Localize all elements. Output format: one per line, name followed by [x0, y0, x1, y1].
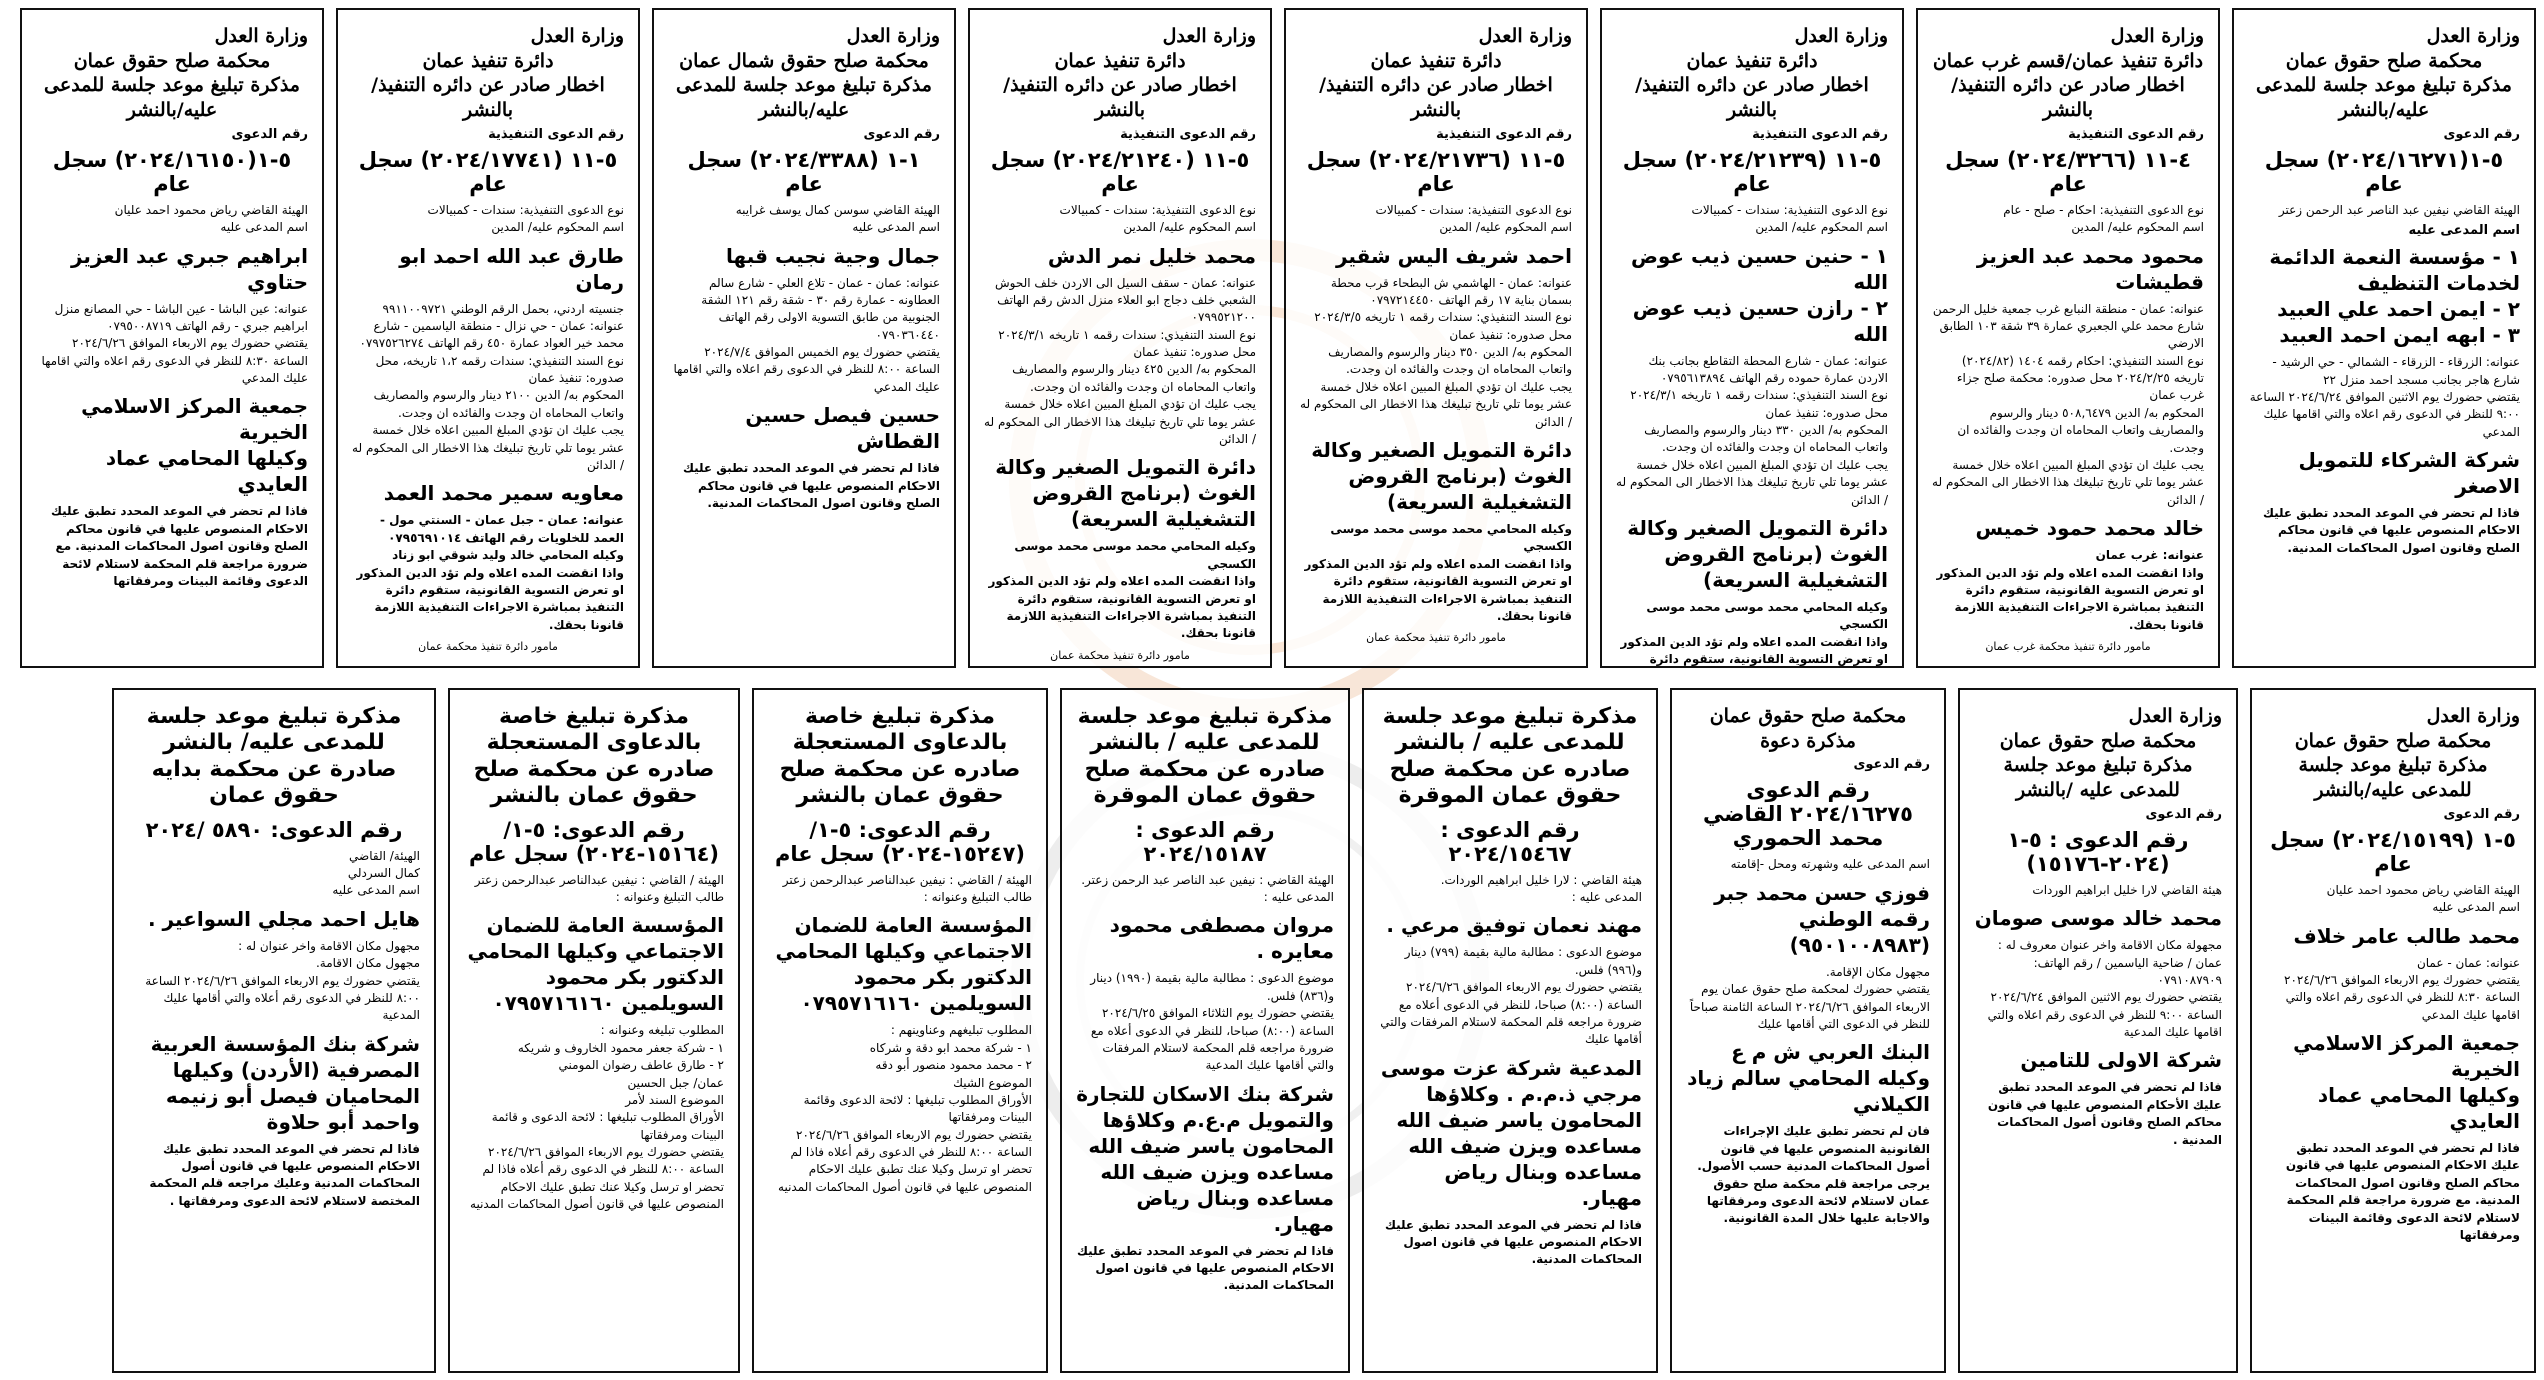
warning-text: وكيله المحامي محمد موسى محمد موسى الكسجي واذا انقضت المده اعلاه ولم تؤد الدين المذكور او تعرض التسوية القانونية، ستقوم دائرة التنفيذ بمباشرة الاجراءات التنفيذية اللازمة قانونا بحقك.: [1304, 522, 1572, 623]
judge-panel: نوع الدعوى التنفيذية: سندات - كمبيالات اسم المحكوم عليه/ المدين: [427, 202, 624, 235]
warning-text: فاذا لم تحضر في الموعد المحدد تطبق عليك الاحكام المنصوص عليها في قانون محاكم الصلح وقانون اصول المحاكمات المدنية. مع ضرورة مراجعة قلم المحكمة لاستلام لائحة الدعوى وقائمة البينات ومرفقاتها: [2285, 1141, 2520, 1243]
case-number: ٥-١ (٢٠٢٤/١٥١٩٩) سجل عام: [2270, 827, 2516, 876]
notice-title: مذكرة تبليغ موعد جلسة للمدعى عليه/بالنشر: [44, 74, 300, 122]
session-text: عمان/ جبل الحسين الموضوع السند لأمر الأوراق المطلوب تبليغها : لائحة الدعوى و قائمة البينات ومرفقاتها يقتضي حضورك يوم الاربعاء الموافق ٢٠٢٤/٦/٢٦ الساعة ٨:٠٠ للنظر في الدعوى رقم أعلاه فاذا لم تحضر او ترسل وكيلا عنك تطبق عليك الاحكام المنصوص عليها في قانون أصول المحاكمات المدنيه: [470, 1075, 724, 1212]
notice-footer: مامور دائرة تنفيذ محكمة عمان: [1050, 648, 1190, 662]
legal-notice: [2232, 8, 2536, 668]
defendant-name: هايل احمد مجلي السواعير .: [148, 906, 420, 931]
defendant-name: ابراهيم جبري عبد العزيز حتاوي: [70, 243, 308, 294]
judge-panel: الهيئة/ القاضي كمال السردلي اسم المدعى عليه: [332, 848, 420, 898]
defendant-name: احمد شريف اليس شقير: [1335, 243, 1572, 268]
ministry-name: وزارة العدل: [530, 25, 624, 47]
defendant-name: محمد خالد موسى صومان: [1974, 906, 2222, 931]
court-name: دائرة تنفيذ عمان/قسم غرب عمان: [1932, 49, 2204, 72]
defendant-name: فوزي حسن محمد جبر رقمه الوطني (٩٥٠١٠٠٨٩٨٣): [1714, 880, 1930, 957]
address-text: مجهول مكان الاقامة واخر عنوان له : مجهول مكان الاقامة.: [238, 938, 420, 971]
notice-title: مذكرة تبليغ موعد جلسة للمدعى عليه/بالنشر: [2256, 74, 2512, 122]
legal-notice: [448, 688, 740, 1373]
ministry-name: وزارة العدل: [1478, 25, 1572, 47]
legal-notice: [1362, 688, 1658, 1373]
notice-footer: مامور دائرة تنفيذ محكمة غرب عمان: [1985, 640, 2151, 654]
session-text: يقتضي حضورك يوم الاربعاء الموافق ٢٠٢٤/٦/٢٦ الساعة ٨:٣٠ للنظر في الدعوى رقم اعلاه والتي اقامها عليك المدعي: [2284, 972, 2520, 1022]
session-text: يقتضي حضورك يوم الثلاثاء الموافق ٢٠٢٤/٦/٢٥ الساعة (٨:٠٠) صباحا، للنظر في الدعوى أعلاه مع ضرورة مراجعه قلم المحكمة لاستلام المرفقات والتي أقامها عليك المدعية: [1090, 1006, 1334, 1073]
notice-title: اخطار صادر عن دائره التنفيذ/ بالنشر: [1635, 74, 1869, 122]
legal-notice: [2250, 688, 2536, 1373]
session-text: يقتضي حضورك يوم الاربعاء الموافق ٢٠٢٤/٦/٢٦ الساعة (٨:٠٠) صباحا، للنظر في الدعوى أعلاه مع ضرورة مراجعه قلم المحكمة لاستلام المرفقات والتي أقامها عليك: [1380, 980, 1642, 1047]
judge-panel: الهيئة القاضي رياض محمود احمد عليان اسم المدعى عليه: [114, 202, 308, 235]
defendant-name: محمد خليل نمر الدش: [1047, 243, 1256, 268]
ministry-name: وزارة العدل: [2128, 705, 2222, 727]
case-label: رقم الدعوى: [863, 126, 940, 142]
address-text: عنوانه: عمان - منطقة النبابع غرب جمعية خليل الرحمن شارع محمد علي الجعبري عمارة ٣٩ شقة ١٠٣ الطابق الارضي: [1932, 301, 2204, 351]
warning-text: فان لم تحضر تطبق عليك الإجراءات القانونية المنصوص عليها في قانون أصول المحاكمات المدنية حسب الأصول. يرجى مراجعة قلم محكمة صلح حقوق عمان لاستلام لائحة الدعوى ومرفقاتها والاجابة عليها خلال المدة القانونية.: [1697, 1124, 1930, 1226]
court-name: محكمة صلح حقوق عمان: [1709, 705, 1907, 727]
case-label: رقم الدعوى التنفيذية: [2068, 126, 2204, 142]
session-text: نوع السند التنفيذي: سندات رقمه ١،٢ تاريخه، محل صدوره: تنفيذ عمان المحكوم به/ الدين ٢١٠٠ دينار والرسوم والمصاريف واتعاب المحاماه ان وجدت والفائده ان وجدت. يجب عليك ان تؤدي المبلغ المبين اعلاه خلال خمسة عشر يوما تلي تاريخ تبليغك هذا الاخطار الى المحكوم له / الدائن: [352, 353, 624, 473]
case-number: رقم الدعوى : ٥-١ (٢٠٢٤-١٥١٧٦): [2007, 827, 2189, 876]
case-number: ٥-١١ (٢٠٢٤/٢١٢٤٠) سجل عام: [990, 147, 1250, 196]
plaintiff-name: جمعية المركز الاسلامي الخيرية وكيلها المحامي عماد العايدي: [2293, 1031, 2520, 1134]
defendant-name: مروان مصطفى محمود معايره .: [1109, 913, 1334, 964]
court-name: محكمة صلح حقوق عمان: [1999, 729, 2197, 752]
warning-text: فاذا لم تحضر في الموعد المحدد تطبق عليك الاحكام المنصوص عليها في قانون اصول المحاكمات المدنية.: [1076, 1243, 1334, 1293]
session-text: يقتضي حضورك يوم الاثنين الموافق ٢٠٢٤/٦/٢٤ الساعة ٩:٠٠ للنظر في الدعوى رقم اعلاه والتي اقامها عليك المدعي: [2249, 389, 2520, 439]
plaintiff-name: المدعية شركة عزت موسى مرجي ذ.م.م . وكلاؤها المحامون ياسر ضيف الله مساعده ويزن ضيف الله مساعده وبنال رياض مهيار.: [1380, 1055, 1642, 1210]
warning-text: فاذا لم تحضر في الموعد المحدد تطبق عليك الاحكام المنصوص عليها في قانون أصول المحاكمات المدنية وعليك مراجعه قلم المحكمة المختصة لاستلام لائحة الدعوى ومرفقاتها .: [149, 1141, 420, 1208]
case-number: رقم الدعوى: ٥-١/ (١٥٢٤٧-٢٠٢٤) سجل عام: [774, 817, 1026, 866]
notice-title: مذكرة تبليغ موعد جلسة للمدعى عليه/بالنشر: [676, 74, 932, 122]
address-text: موضوع الدعوى : مطالبة مالية بقيمة (١٩٩٠) دينار و(٨٣٦) فلس.: [1090, 971, 1334, 1003]
legal-notice: [1958, 688, 2238, 1373]
case-label: رقم الدعوى: [2443, 126, 2520, 142]
defendant-name: ١ - حنين حسين ذيب عوض الله ٢ - رازن حسين ذيب عوض الله: [1630, 243, 1888, 346]
warning-text: عنوانه: غرب عمان واذا انقضت المده اعلاه ولم تؤد الدين المذكور او تعرض التسوية القانونية، ستقوم دائرة التنفيذ بمباشرة الاجراءات التنفيذية اللازمة قانونا بحقك.: [1936, 548, 2204, 632]
plaintiff-name: البنك العربي ش م ع وكيله المحامي سالم زياد الكيلاني: [1687, 1040, 1930, 1117]
case-number: ٥-١١ (٢٠٢٤/٢١٢٣٩) سجل عام: [1622, 147, 1882, 196]
session-text: يقتضي حضورك يوم الاربعاء الموافق ٢٠٢٤/٦/٢٦ الساعة ٨:٣٠ للنظر في الدعوى رقم اعلاه والتي اقامها عليك المدعي: [41, 336, 308, 386]
plaintiff-name: شركة الشركاء للتمويل الاصغر: [2298, 448, 2520, 499]
ministry-name: وزارة العدل: [1794, 25, 1888, 47]
court-name: محكمة صلح حقوق شمال عمان: [679, 49, 929, 72]
judge-panel: هيئة القاضي : لارا خليل ابراهيم الوردات. المدعى عليه :: [1440, 872, 1642, 904]
plaintiff-name: دائرة التمويل الصغير وكالة الغوث (برنامج القروض التشغيلية السريعة): [995, 455, 1256, 532]
case-label: رقم الدعوى التنفيذية: [1436, 126, 1572, 142]
session-text: يقتضي حضورك يوم الاربعاء الموافق ٢٠٢٤/٦/٢٦ الساعة ٨:٠٠ للنظر في الدعوى رقم أعلاه والتي أقامها عليك المدعية: [145, 973, 420, 1023]
court-name: دائرة تنفيذ عمان: [1054, 49, 1186, 72]
case-label: رقم الدعوى التنفيذية: [1752, 126, 1888, 142]
legal-notice: [752, 688, 1048, 1373]
case-number: رقم الدعوى: ٥-١/ (١٥١٦٤-٢٠٢٤) سجل عام: [468, 817, 720, 866]
address-text: المطلوب تبليغهم وعناوينهم : ١ - شركة محمد ابو دقة و شركاه ٢ - محمد محمود منصور أبو دقه: [869, 1023, 1032, 1073]
notice-title: مذكرة تبليغ موعد جلسة للمدعى عليه/بالنشر: [2298, 754, 2488, 802]
notice-footer: مامور دائرة تنفيذ محكمة عمان: [1366, 631, 1506, 645]
address-text: مجهول مكان الإقامة.: [1825, 964, 1930, 979]
legal-notice: [336, 8, 640, 668]
defendant-name: طارق عبد الله احمد ابو رمان: [399, 243, 624, 294]
case-label: رقم الدعوى التنفيذية: [488, 126, 624, 142]
judge-panel: الهيئة القاضي رياض محمود احمد عليان اسم المدعى عليه: [2326, 882, 2520, 915]
case-label: رقم الدعوى: [2145, 806, 2222, 822]
case-label: رقم الدعوى: [2443, 806, 2520, 822]
notice-title: مذكرة تبليغ خاصة بالدعاوى المستعجلة صادره عن محكمة صلح حقوق عمان بالنشر: [473, 704, 715, 809]
plaintiff-name: شركة بنك المؤسسة العربية المصرفية (الأردن) وكيلها المحاميان فيصل أبو زنيمه واحمد أبو حلاوة: [150, 1031, 420, 1134]
session-text: الموضوع الشيك الأوراق المطلوب تبليغها : لائحة الدعوى وقائمة البينات ومرفقاتها يقتضي حضورك يوم الاربعاء الموافق ٢٠٢٤/٦/٢٦ الساعة ٨:٠٠ للنظر في الدعوى رقم أعلاه فاذا لم تحضر او ترسل وكيلا عنك تطبق عليك الاحكام المنصوص عليها في قانون أصول المحاكمات المدنيه: [778, 1075, 1032, 1194]
legal-notice: [112, 688, 436, 1373]
court-name: دائرة تنفيذ عمان: [1370, 49, 1502, 72]
case-number: رقم الدعوى : ٢٠٢٤/١٥١٨٧: [1135, 817, 1275, 866]
court-name: دائرة تنفيذ عمان: [422, 49, 554, 72]
case-number: ٥-١١ (٢٠٢٤/٢١٧٣٦) سجل عام: [1306, 147, 1566, 196]
case-number: رقم الدعوى ٢٠٢٤/١٦٢٧٥ القاضي محمد الحموري: [1703, 778, 1913, 851]
case-number: ٥-١(٢٠٢٤/١٦٢٧١) سجل عام: [2264, 147, 2504, 196]
case-number: ١-١ (٢٠٢٤/٣٣٨٨) سجل عام: [687, 147, 921, 196]
notice-title: مذكرة تبليغ خاصة بالدعاوى المستعجلة صادره عن محكمة صلح حقوق عمان بالنشر: [779, 704, 1021, 809]
defendant-name: مهند نعمان توفيق مرعي .: [1386, 913, 1642, 938]
warning-text: فاذا لم تحضر في الموعد المحدد تطبق عليك الاحكام المنصوص عليها في قانون محاكم الصلح وقانون اصول المحاكمات المدنية.: [2262, 506, 2520, 555]
notice-title: اخطار صادر عن دائره التنفيذ/ بالنشر: [371, 74, 605, 122]
case-number: ٤-١١ (٢٠٢٤/٣٢٦٦) سجل عام: [1945, 147, 2191, 196]
defendant-name: جمال وجية نجيب قبها: [726, 243, 940, 268]
defendant-name: محمود محمد عبد العزيز قطيشات: [1976, 243, 2204, 294]
court-name: محكمة صلح حقوق عمان: [73, 49, 271, 72]
address-text: عنوانه: عمان - الهاشمي ش البطحاء قرب محطة بسمان بناية ١٧ رقم الهاتف ٠٧٩٧٢١٤٤٥٠: [1330, 275, 1572, 307]
notice-title: اخطار صادر عن دائره التنفيذ/ بالنشر: [1951, 74, 2185, 122]
judge-panel: نوع الدعوى التنفيذية: سندات - كمبيالات اسم المحكوم عليه/ المدين: [1691, 202, 1888, 235]
notice-title: مذكرة تبليغ موعد جلسة للمدعى عليه /بالنشر: [2003, 754, 2193, 802]
address-text: عنوانه: عمان - عمان: [2416, 955, 2520, 970]
case-number: رقم الدعوى : ٢٠٢٤/١٥٤٦٧: [1440, 817, 1580, 866]
notices-row-bottom: [8, 688, 2536, 1373]
defendant-name: ١ - مؤسسة النعمة الدائمة لخدمات التنظيف ٢ - ايمن احمد علي العبيد ٣ - ابهه ايمن احمد العبيد: [2269, 245, 2520, 348]
notice-title: مذكرة تبليغ موعد جلسة للمدعى عليه/ بالنشر صادرة عن محكمة بدايه حقوق عمان: [146, 704, 402, 809]
session-text: نوع السند التنفيذي: سندات رقمه ١ تاريخه ٢٠٢٤/٣/٥ محل صدوره: تنفيذ عمان المحكوم به/ الدين ٣٥٠ دينار والرسوم والمصاريف واتعاب المحاماه ان وجدت والفائده ان وجدت. يجب عليك ان تؤدي المبلغ المبين اعلاه خلال خمسة عشر يوما تلي تاريخ تبليغك هذا الاخطار الى المحكوم له / الدائن: [1300, 310, 1572, 429]
defendant-name: المؤسسة العامة للضمان الاجتماعي وكيلها المحامي الدكتور بكر محمود السويلمين ٠٧٩٥٧١٦١٦٠: [775, 913, 1032, 1016]
ministry-name: وزارة العدل: [2426, 25, 2520, 47]
judge-panel: الهيئة القاضي نيفين عبد الناصر عبد الرحمن زعتر: [2278, 202, 2520, 217]
address-text: عنوانه: عين الباشا - عين الباشا - حي المصانع منزل ابراهيم جبري - رقم الهاتف ٠٧٩٥٠٠٨٧١٩: [54, 301, 308, 333]
case-number: ٥-١١ (٢٠٢٤/١٧٧٤١) سجل عام: [358, 147, 618, 196]
plaintiff-name: دائرة التمويل الصغير وكالة الغوث (برنامج القروض التشغيلية السريعة): [1627, 516, 1888, 593]
court-name: دائرة تنفيذ عمان: [1686, 49, 1818, 72]
plaintiff-name: خالد محمد حمود خميس: [1975, 516, 2204, 541]
notice-title: مذكرة تبليغ موعد جلسة للمدعى عليه / بالنشر صادره عن محكمة صلح حقوق عمان الموقرة: [1077, 704, 1333, 809]
judge-panel: نوع الدعوى التنفيذية: سندات - كمبيالات اسم المحكوم عليه/ المدين: [1375, 202, 1572, 235]
address-text: عنوانه: عمان - عمان - تلاع العلي - شارع سالم العطاونه - عمارة رقم ٣٠ - شقة رقم ١٢١ الشقة الجنوبية من طابق التسوية الاولى رقم الهاتف ٠٧٩٠٣٦٠٤٤٠: [701, 275, 940, 342]
legal-notice: [1916, 8, 2220, 668]
plaintiff-name: شركة بنك الاسكان للتجارة والتمويل م.ع.م وكلاؤها المحامون ياسر ضيف الله مساعده ويزن ضيف الله مساعده وبنال رياض مهيار.: [1076, 1081, 1334, 1236]
warning-text: وكيله المحامي محمد موسى محمد موسى الكسجي واذا انقضت المده اعلاه ولم تؤد الدين المذكور او تعرض التسوية القانونية، ستقوم دائرة التنفيذ بمباشرة الاجراءات التنفيذية اللازمة قانونا بحقك.: [988, 539, 1256, 641]
judge-panel: نوع الدعوى التنفيذية: احكام - صلح - عام اسم المحكوم عليه/ المدين: [2003, 202, 2204, 235]
address-text: عنوانه: الزرقاء - الزرقاء - الشمالي - حي الرشيد - شارع هاجر بجانب مسجد احمد منزل ٢٢: [2272, 355, 2520, 387]
plaintiff-name: شركة الاولى للتامين: [2020, 1048, 2222, 1073]
plaintiff-name: جمعية المركز الاسلامي الخيرية وكيلها المحامي عماد العايدي: [81, 394, 308, 497]
session-text: يقتضي حضورك يوم الاثنين الموافق ٢٠٢٤/٦/٢٤ الساعة ٩:٠٠ للنظر في الدعوى رقم اعلاه والتي اقامها عليك المدعية: [1987, 990, 2222, 1040]
warning-text: فاذا لم تحضر في الموعد المحدد تطبق عليك الاحكام المنصوص عليها في قانون محاكم الصلح وقانون اصول المحاكمات المدنية. مع ضرورة مراجعة قلم المحكمة لاستلام لائحة الدعوى وقائمة البينات ومرفقاتها: [50, 504, 308, 589]
address-text: جنسيته اردني، بحمل الرقم الوطني ٩٩١١٠٠٩٧٢١ عنوانه: عمان - حي نزال - منطقة الياسمين - شارع محمد خير العواد عمارة ٤٥٠ رقم الهاتف ٠٧٩٧٥٢٦٢٧٤: [359, 301, 624, 351]
judge-panel: نوع الدعوى التنفيذية: سندات - كمبيالات اسم المحكوم عليه/ المدين: [1059, 202, 1256, 235]
case-label: رقم الدعوى التنفيذية: [1120, 126, 1256, 142]
ministry-name: وزارة العدل: [214, 25, 308, 47]
legal-notice: [20, 8, 324, 668]
legal-notice: [968, 8, 1272, 668]
session-text: يقتضي حضورك لمحكمة صلح حقوق عمان يوم الاربعاء الموافق ٢٠٢٤/٦/٢٦ الساعة الثامنة صباحاً للنظر في الدعوى التي أقامها عليك: [1689, 982, 1930, 1031]
defendant-name: محمد طالب عامر خلاف: [2293, 923, 2520, 948]
legal-notice: [1060, 688, 1350, 1373]
warning-text: فاذا لم تحضر في الموعد المحدد تطبق عليك الاحكام المنصوص عليها في قانون اصول المحاكمات المدنية.: [1384, 1217, 1642, 1267]
judge-panel: هيئة القاضي لارا خليل ابراهيم الوردات: [2032, 882, 2222, 897]
legal-notice: [652, 8, 956, 668]
case-number: رقم الدعوى: ٥٨٩٠ /٢٠٢٤: [145, 817, 403, 842]
address-text: موضوع الدعوى : مطالبة مالية بقيمة (٧٩٩) دينار و(٩٩٦) فلس.: [1404, 945, 1642, 977]
judge-panel: الهيئة / القاضي : نيفين عبدالناصر عبدالرحمن زعتر طالب التبليغ وعنوانه :: [782, 872, 1032, 904]
ministry-name: وزارة العدل: [2426, 705, 2520, 727]
warning-text: فاذا لم تحضر في الموعد المحدد تطبق عليك الأحكام المنصوص عليها في قانون محاكم الصلح وقانون أصول المحاكمات المدنية .: [1987, 1080, 2222, 1147]
court-name: محكمة صلح حقوق عمان: [2285, 49, 2483, 72]
session-text: يقتضي حضورك يوم الخميس الموافق ٢٠٢٤/٧/٤ الساعة ٨:٠٠ للنظر في الدعوى رقم اعلاه والتي اقامها عليك المدعي: [673, 345, 940, 394]
case-label: رقم الدعوى: [231, 126, 308, 142]
case-label: رقم الدعوى: [1853, 757, 1930, 773]
plaintiff-name: دائرة التمويل الصغير وكالة الغوث (برنامج القروض التشغيلية السريعة): [1311, 438, 1572, 515]
address-text: عنوانه: عمان - سقف السيل الى الاردن خلف الحوش الشعبي خلف دجاج ابو العلاء منزل الدش رقم الهاتف ٠٧٩٩٥٢١٢٠٠: [994, 275, 1256, 325]
warning-text: فاذا لم تحضر في الموعد المحدد تطبق عليك الاحكام المنصوص عليها في قانون محاكم الصلح وقانون اصول المحاكمات المدنية.: [682, 461, 940, 511]
legal-notice: [1600, 8, 1904, 668]
judge-panel: الهيئة القاضي سوسن كمال يوسف غرايبه اسم المدعى عليه: [735, 202, 940, 235]
notices-row-top: [8, 8, 2536, 668]
ministry-name: وزارة العدل: [846, 25, 940, 47]
notice-title: مذكرة تبليغ موعد جلسة للمدعى عليه / بالنشر صادره عن محكمة صلح حقوق عمان الموقرة: [1382, 704, 1638, 809]
judge-panel: الهيئة / القاضي : نيفين عبدالناصر عبدالرحمن زعتر طالب التبليغ وعنوانه :: [474, 872, 724, 904]
address-text: عنوانه: عمان - شارع المحطة التقاطع بجانب بنك الاردن عمارة حموده رقم الهاتف ٠٧٩٥٦١٣٨٩٤: [1648, 353, 1888, 385]
plaintiff-name: معاويه سمير محمد العمد: [383, 481, 624, 506]
court-name: محكمة صلح حقوق عمان: [2294, 729, 2492, 752]
judge-panel: الهيئة القاضي : نيفين عبد الناصر عبد الرحمن زعتر. المدعى عليه :: [1081, 872, 1334, 904]
session-text: نوع السند التنفيذي: سندات رقمه ١ تاريخه ٢٠٢٤/٣/١ محل صدوره: تنفيذ عمان المحكوم به/ الدين ٣٣٠ دينار والرسوم والمصاريف واتعاب المحاماه ان وجدت والفائده ان وجدت. يجب عليك ان تؤدي المبلغ المبين اعلاه خلال خمسة عشر يوما تلي تاريخ تبليغك هذا الاخطار الى المحكوم له / الدائن: [1616, 388, 1888, 507]
notice-title: اخطار صادر عن دائره التنفيذ/ بالنشر: [1319, 74, 1553, 122]
session-text: نوع السند التنفيذي: سندات رقمه ١ تاريخه ٢٠٢٤/٣/١ محل صدوره: تنفيذ عمان المحكوم به/ الدين ٤٢٥ دينار والرسوم والمصاريف واتعاب المحاماه ان وجدت والفائده ان وجدت. يجب عليك ان تؤدي المبلغ المبين اعلاه خلال خمسة عشر يوما تلي تاريخ تبليغك هذا الاخطار الى المحكوم له / الدائن: [984, 327, 1256, 447]
case-number: ٥-١(٢٠٢٤/١٦١٥٠) سجل عام: [52, 147, 292, 196]
address-text: المطلوب تبليغه وعنوانه : ١ - شركة جعفر محمود الخاروف و شريكه ٢ - طارق عاطف رضوان المومني: [517, 1023, 724, 1073]
notice-title: مذكرة دعوة: [1760, 729, 1856, 752]
ministry-name: وزارة العدل: [1162, 25, 1256, 47]
address-text: مجهولة مكان الاقامة واخر عنوان معروف له : عمان / ضاحية الياسمين / رقم الهاتف: ٠٧٩١٠٨٧٩٠٩: [1997, 938, 2222, 987]
legal-notice: [1670, 688, 1946, 1373]
plaintiff-name: حسين فيصل حسين القطاش: [745, 403, 940, 454]
judge-panel: اسم المدعى عليه وشهرته ومحل -إقامته: [1730, 857, 1930, 872]
notice-title: اخطار صادر عن دائره التنفيذ/ بالنشر: [1003, 74, 1237, 122]
warning-text: عنوانه: عمان - جبل عمان - السنتي مول - العمد للخلويات رقم الهاتف ٠٧٩٥٦٩١٠١٤ وكيله المحامي خالد وليد شوقي ابو زناد واذا انقضت المده اعلاه ولم تؤد الدين المذكور او تعرض التسوية القانونية، ستقوم دائرة التنفيذ بمباشرة الاجراءات التنفيذية اللازمة قانونا بحقك.: [356, 513, 624, 632]
legal-notice: [1284, 8, 1588, 668]
notice-footer: مامور دائرة تنفيذ محكمة عمان: [418, 640, 558, 654]
defendant-name: المؤسسة العامة للضمان الاجتماعي وكيلها المحامي الدكتور بكر محمود السويلمين ٠٧٩٥٧١٦١٦٠: [467, 913, 724, 1016]
defendant-label: اسم المدعى عليه: [2408, 223, 2520, 239]
session-text: نوع السند التنفيذي: احكام رقمه ١٤٠٤ (٢٠٢٤/٨٢) تاريخه ٢٠٢٤/٢/٢٥ محل صدوره: محكمة صلح جزاء غرب عمان المحكوم به/ الدين ٥٠٨,٦٤٧٩ دينار والرسوم والمصاريف واتعاب المحاماه ان وجدت والفائده ان وجدت. يجب عليك ان تؤدي المبلغ المبين اعلاه خلال خمسة عشر يوما تلي تاريخ تبليغك هذا الاخطار الى المحكوم له / الدائن: [1932, 353, 2204, 507]
warning-text: وكيله المحامي محمد موسى محمد موسى الكسجي واذا انقضت المده اعلاه ولم تؤد الدين المذكور او تعرض التسوية القانونية، ستقوم دائرة: [1620, 600, 1888, 667]
ministry-name: وزارة العدل: [2110, 25, 2204, 47]
